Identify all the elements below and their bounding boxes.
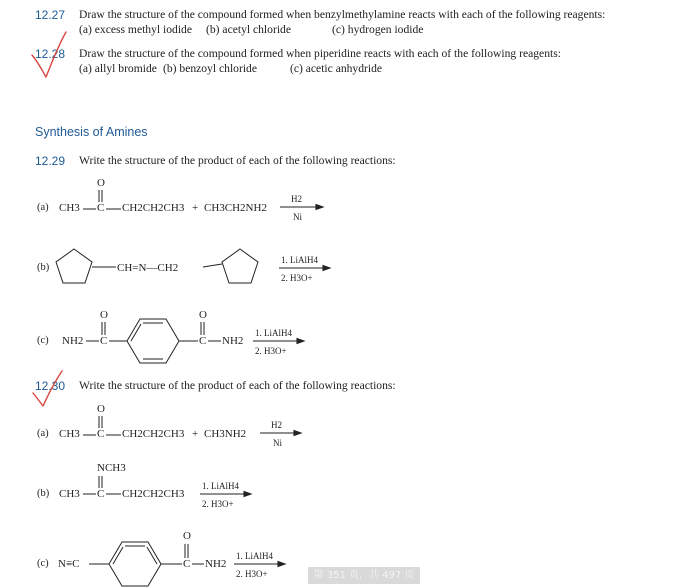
arrowhead (316, 205, 323, 210)
propyl-chain: CH2CH2CH3 (122, 488, 185, 500)
reagent-step-2: 2. H3O+ (255, 346, 287, 356)
problem-text-12-30: Write the structure of the product of each of the following reactions: (79, 379, 396, 392)
problem-text: Draw the structure of the compound formed when piperidine reacts with each of the following reagents: (79, 47, 561, 60)
amide-nh2-left: NH2 (62, 335, 84, 347)
amine-reagent: CH3CH2NH2 (204, 202, 267, 214)
reagent-step-2: 2. H3O+ (281, 273, 313, 283)
methyl-group: CH3 (59, 202, 80, 214)
option-c: (c) hydrogen iodide (332, 23, 424, 36)
propyl-chain: CH2CH2CH3 (122, 428, 185, 440)
methyl-group: CH3 (59, 428, 80, 440)
arrowhead (297, 339, 304, 344)
option-a: (a) allyl bromide (79, 62, 157, 75)
option-b: (b) benzoyl chloride (163, 62, 258, 75)
problem-number: 12.27 (35, 8, 66, 22)
carbonyl-carbon: C (183, 558, 191, 570)
n-methyl-imine: NCH3 (97, 462, 126, 474)
page-watermark: 第 351 页，共 497 页 (308, 567, 420, 584)
benzene-ring (109, 542, 161, 586)
problem-text-12-29: Write the structure of the product of each of the following reactions: (79, 154, 396, 167)
oxygen-atom: O (97, 177, 105, 189)
plus-sign: + (192, 428, 199, 440)
arrowhead (278, 562, 285, 567)
check-mark (33, 371, 62, 406)
reagent-bottom: Ni (273, 438, 282, 448)
carbonyl-carbon: C (97, 428, 105, 440)
oxygen-atom: O (183, 530, 191, 542)
plus-sign: + (192, 202, 199, 214)
reagent-bottom: Ni (293, 212, 302, 222)
reagent-step-2: 2. H3O+ (202, 499, 234, 509)
section-title: Synthesis of Amines (35, 125, 148, 139)
arrowhead (323, 266, 330, 271)
imine-linker: CH=N—CH2 (117, 262, 179, 274)
option-b: (b) acetyl chloride (206, 23, 291, 36)
oxygen-atom-left: O (100, 309, 108, 321)
option-a: (a) excess methyl iodide (79, 23, 192, 36)
reaction-label-c: (c) (37, 335, 49, 346)
oxygen-atom: O (97, 403, 105, 415)
reaction-label-a: (a) (37, 202, 49, 213)
nitrile-group: N≡C (58, 558, 80, 570)
methyl-group: CH3 (59, 488, 80, 500)
problem-number-12-30: 12.30 (35, 379, 66, 393)
reaction-label-b: (b) (37, 488, 50, 499)
single-bond (203, 264, 222, 267)
carbonyl-carbon-left: C (100, 335, 108, 347)
reagent-step-1: 1. LiAlH4 (202, 481, 239, 491)
amide-nh2: NH2 (205, 558, 227, 570)
reagent-step-1: 1. LiAlH4 (281, 255, 318, 265)
problem-text: Draw the structure of the compound formed when benzylmethylamine reacts with each of the following reagents: (79, 8, 606, 21)
cyclopentane-ring (56, 249, 92, 283)
amide-nh2-right: NH2 (222, 335, 244, 347)
carbonyl-carbon-right: C (199, 335, 207, 347)
check-mark (32, 32, 66, 77)
option-c: (c) acetic anhydride (290, 62, 383, 75)
arrowhead (294, 431, 301, 436)
reagent-top: H2 (271, 420, 282, 430)
benzene-ring (127, 319, 179, 363)
cyclopentane-ring (222, 249, 258, 283)
reaction-label-b: (b) (37, 262, 50, 273)
arrowhead (244, 492, 251, 497)
reagent-top: H2 (291, 194, 302, 204)
problem-number-12-29: 12.29 (35, 154, 66, 168)
reaction-label-c: (c) (37, 558, 49, 569)
amine-reagent: CH3NH2 (204, 428, 247, 440)
imine-carbon: C (97, 488, 105, 500)
reagent-step-1: 1. LiAlH4 (255, 328, 292, 338)
oxygen-atom-right: O (199, 309, 207, 321)
reagent-step-1: 1. LiAlH4 (236, 551, 273, 561)
reagent-step-2: 2. H3O+ (236, 569, 268, 579)
reaction-label-a: (a) (37, 428, 49, 439)
carbonyl-carbon: C (97, 202, 105, 214)
problem-number: 12.28 (35, 47, 66, 61)
propyl-chain: CH2CH2CH3 (122, 202, 185, 214)
